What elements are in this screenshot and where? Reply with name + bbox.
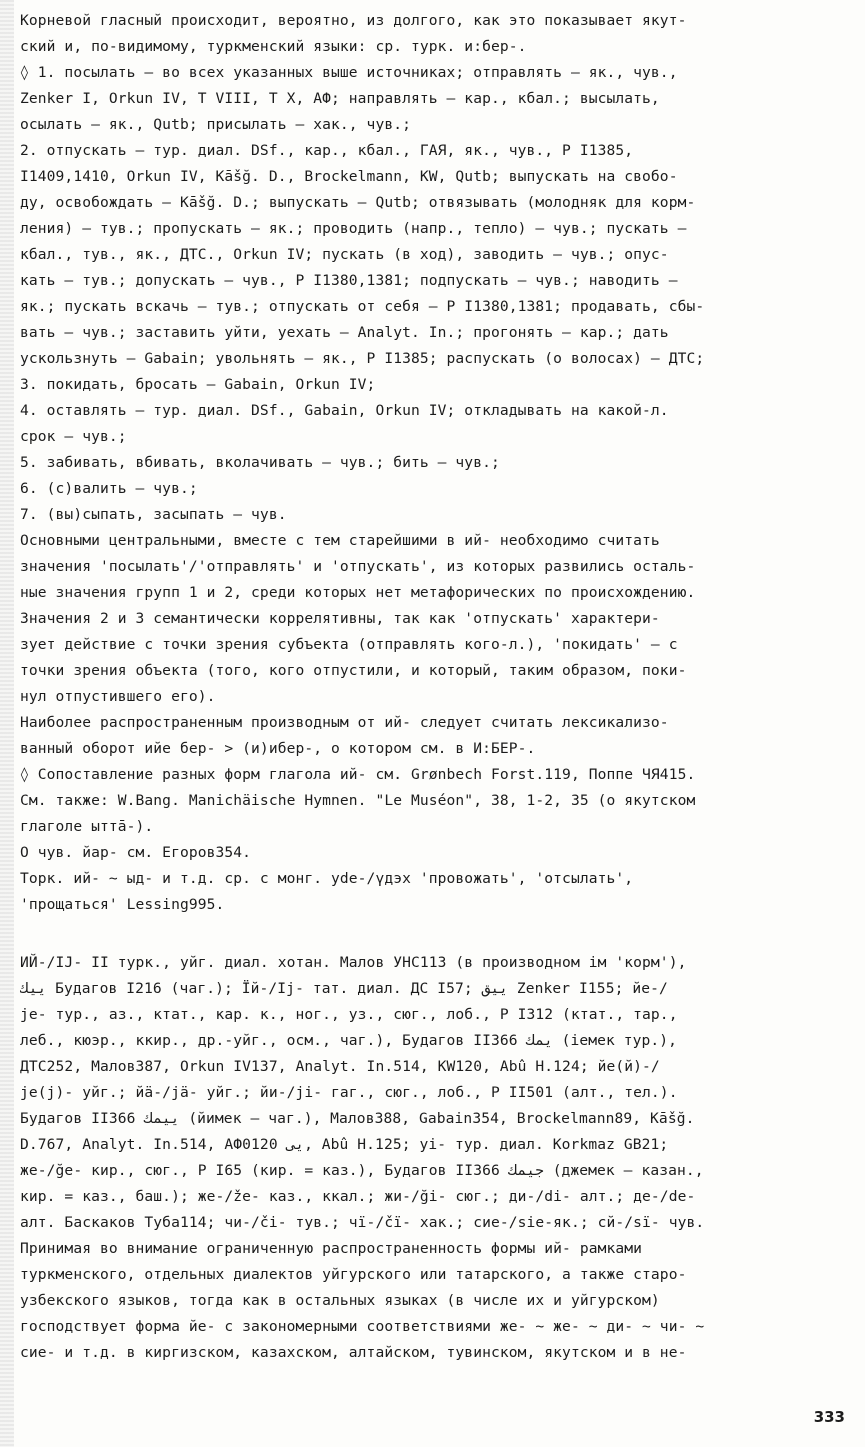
text-line: кбал., тув., як., ДТС., Orkun IV; пускать (в ход), заводить – чув.; опус- [20,246,669,263]
text-line: Торк. ий- ~ ыд- и т.д. ср. с монг. yde-/үдэх 'провожать', 'отсылать', [20,870,634,887]
text-line: ◊ Сопоставление разных форм глагола ий- см. Grønbech Forst.119, Поппе ЧЯ415. [20,766,696,783]
text-line: сие- и т.д. в киргизском, казахском, алтайском, тувинском, якутском и в не- [20,1344,687,1361]
text-line: D.767, Analyt. In.514, АФ0120 يى, Abû H.125; yi- тур. диал. Korkmaz GB21; [20,1136,669,1153]
text-line: Корневой гласный происходит, вероятно, из долгого, как это показывает якут- [20,12,687,29]
text-line: леб., кюэр., ккир., др.-уйг., осм., чаг.), Будагов II366 يمك (iемек тур.), [20,1032,677,1049]
text-line: ييك Будагов I216 (чаг.); Їй-/Ij- тат. диал. ДС I57; ييق Zenker I155; йе-/ [20,980,668,997]
text-line: 5. забивать, вбивать, вколачивать – чув.; бить – чув.; [20,454,500,471]
text-line: кир. = каз., баш.); же-/že- каз., ккал.; жи-/ği- сюг.; ди-/di- алт.; дe-/de- [20,1188,696,1205]
text-line: je(j)- уйг.; йä-/jä- уйг.; йи-/ji- гаг., сюг., лоб., P II501 (алт., тел.). [20,1084,678,1101]
text-line: господствует форма йе- с закономерными соответствиями же- ~ же- ~ ди- ~ чи- ~ [20,1318,705,1335]
scan-edge [0,0,14,1447]
text-line: зует действие с точки зрения субъекта (отправлять кого-л.), 'покидать' – с [20,636,678,653]
text-line: осылать – як., Qutb; присылать – хак., чув.; [20,116,411,133]
text-line: же-/ğe- кир., сюг., P I65 (кир. = каз.), Будагов II366 جيمك (джемек – казан., [20,1162,704,1179]
text-line: Принимая во внимание ограниченную распространенность формы ий- рамками [20,1240,643,1257]
text-line: 2. отпускать – тур. диал. DSf., кар., кбал., ГАЯ, як., чув., P I1385, [20,142,634,159]
text-line: 4. оставлять – тур. диал. DSf., Gabain, Orkun IV; откладывать на какой-л. [20,402,669,419]
text-line: Значения 2 и 3 семантически коррелятивны, так как 'отпускать' характери- [20,610,660,627]
text-line: срок – чув.; [20,428,127,445]
text-line: 6. (с)валить – чув.; [20,480,198,497]
text-line: Zenker I, Orkun IV, T VIII, T X, АФ; направлять – кар., кбал.; высылать, [20,90,660,107]
text-line: значения 'посылать'/'отправлять' и 'отпускать', из которых развились осталь- [20,558,696,575]
text-line: Будагов II366 ييمك (йимек – чаг.), Малов388, Gabain354, Brockelmann89, Kāšğ. [20,1110,695,1127]
text-line: ский и, по-видимому, туркменский языки: ср. турк. и:бер-. [20,38,527,55]
text-line: О чув. йар- см. Егоров354. [20,844,252,861]
text-line: ные значения групп 1 и 2, среди которых нет метафорических по происхождению. [20,584,696,601]
text-line: 3. покидать, бросать – Gabain, Orkun IV; [20,376,376,393]
text-line: алт. Баскаков Туба114; чи-/či- тув.; чï-/čï- хак.; сие-/sie-як.; сй-/sï- чув. [20,1214,705,1231]
text-line: як.; пускать вскачь – тув.; отпускать от себя – P I1380,1381; продавать, сбы- [20,298,705,315]
text-line: ванный оборот ийе бер- > (и)ибер-, о котором см. в И:БЕР-. [20,740,536,757]
text-line: нул отпустившего его). [20,688,216,705]
text-line: ускользнуть – Gabain; увольнять – як., P I1385; распускать (о волосах) – ДТС; [20,350,705,367]
text-line: ИЙ-/IJ- II турк., уйг. диал. хотан. Малов УНС113 (в производном iм 'корм'), [20,954,687,971]
text-line: туркменского, отдельных диалектов уйгурского или татарского, а также старо- [20,1266,687,1283]
text-line: I1409,1410, Orkun IV, Kāšğ. D., Brockelmann, KW, Qutb; выпускать на свобо- [20,168,678,185]
text-line: вать – чув.; заставить уйти, уехать – Analyt. In.; прогонять – кар.; дать [20,324,669,341]
text-line: ДТС252, Малов387, Orkun IV137, Analyt. In.514, KW120, Abû H.124; йе(й)-/ [20,1058,660,1075]
page-number: 333 [813,1408,845,1426]
text-line: 7. (вы)сыпать, засыпать – чув. [20,506,287,523]
text-line: глаголе ыттā-). [20,818,154,835]
text-line: ления) – тув.; пропускать – як.; проводить (напр., тепло) – чув.; пускать – [20,220,687,237]
text-line: кать – тув.; допускать – чув., P I1380,1381; подпускать – чув.; наводить – [20,272,678,289]
text-line: Наиболее распространенным производным от ий- следует считать лексикализо- [20,714,669,731]
text-line: je- тур., аз., ктат., кар. к., ног., уз., сюг., лоб., P I312 (ктат., тар., [20,1006,678,1023]
text-line: ◊ 1. посылать – во всех указанных выше источниках; отправлять – як., чув., [20,64,678,81]
text-line: точки зрения объекта (того, кого отпустили, и который, таким образом, поки- [20,662,687,679]
text-line: Основными центральными, вместе с тем старейшими в ий- необходимо считать [20,532,660,549]
text-line: ду, освобождать – Kāšğ. D.; выпускать – Qutb; отвязывать (молодняк для корм- [20,194,696,211]
text-line: См. также: W.Bang. Manichäische Hymnen. "Le Muséon", 38, 1-2, 35 (о якутском [20,792,696,809]
text-line: 'прощаться' Lessing995. [20,896,225,913]
text-line: узбекского языков, тогда как в остальных языках (в числе их и уйгурском) [20,1292,660,1309]
